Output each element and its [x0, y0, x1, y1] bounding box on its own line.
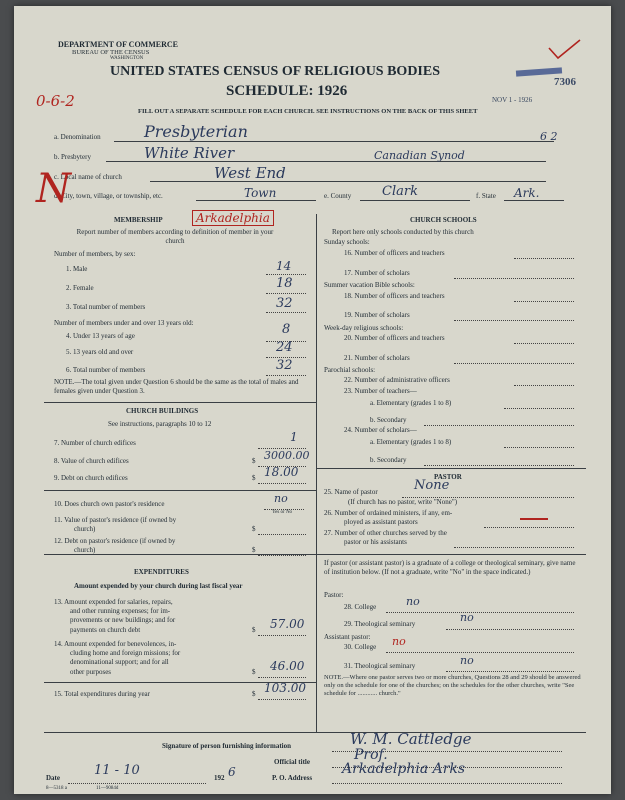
- total-members-age-label: 6. Total number of members: [66, 366, 146, 374]
- under-13-label: 4. Under 13 years of age: [66, 332, 135, 340]
- benevolences-value: 46.00: [270, 659, 305, 673]
- total-members-label: 3. Total number of members: [66, 303, 146, 311]
- q26-label-1: 26. Number of ordained ministers, if any, em-: [324, 509, 453, 517]
- edifice-value-label: 8. Value of church edifices: [54, 457, 129, 465]
- residence-value-label-2: church): [74, 525, 96, 533]
- schools-title: CHURCH SCHOOLS: [410, 216, 477, 224]
- city-label: d. City, town, village, or township, etc.: [54, 192, 163, 200]
- pastor-note: NOTE.—Where one pastor serves two or more churches, Questions 28 and 29 should be answered only on the schedule for one of the churches; on the schedules for the other churches, write "See schedule for ............ church.": [324, 674, 581, 697]
- edifice-debt-value: 18.00: [264, 465, 299, 479]
- signature-label: Signature of person furnishing information: [162, 742, 291, 750]
- q16-line: [514, 249, 574, 259]
- over-13-value: 24: [276, 340, 293, 355]
- q21-label: 21. Number of scholars: [344, 354, 410, 362]
- residence-value-dollar: $: [252, 525, 256, 533]
- summer-schools-label: Summer vacation Bible schools:: [324, 281, 415, 289]
- benevolences-label-4: other purposes: [70, 668, 112, 676]
- q16-label: 16. Number of officers and teachers: [344, 249, 445, 257]
- expenditures-title: EXPENDITURES: [134, 568, 189, 576]
- expenditures-sub: Amount expended by your church during last fiscal year: [74, 582, 243, 590]
- print-number: 11—9084d: [96, 786, 119, 791]
- stamp-number: 7306: [554, 76, 576, 88]
- residence-debt-line: [258, 546, 306, 556]
- benevolences-dollar: $: [252, 668, 256, 676]
- total-expenditures-dollar: $: [252, 690, 256, 698]
- benevolences-label-3: denominational support; and for all: [70, 658, 169, 666]
- members-by-age-label: Number of members under and over 13 years old:: [54, 319, 194, 327]
- total-expenditures-value: 103.00: [264, 681, 306, 695]
- denomination-value: Presbyterian: [144, 122, 248, 141]
- q17-label: 17. Number of scholars: [344, 269, 410, 277]
- residence-value-label-1: 11. Value of pastor's residence (if owned by: [54, 516, 177, 524]
- red-strike-mark: [520, 518, 548, 520]
- seminary-value: no: [460, 611, 474, 624]
- county-value: Clark: [382, 184, 418, 199]
- red-check-mark: [544, 36, 584, 66]
- column-divider: [316, 214, 317, 554]
- year-value: 6: [228, 765, 236, 779]
- edifices-value: 1: [290, 430, 298, 444]
- q23b-label: b. Secondary: [370, 416, 407, 424]
- schools-intro: Report here only schools conducted by this church: [332, 228, 474, 236]
- q23a-line: [504, 399, 574, 409]
- edifices-label: 7. Number of church edifices: [54, 439, 136, 447]
- under-13-value: 8: [282, 322, 291, 337]
- membership-title: MEMBERSHIP: [114, 216, 163, 224]
- q23b-line: [424, 416, 574, 426]
- q24b-label: b. Secondary: [370, 456, 407, 464]
- pastor-name-label: 25. Name of pastor: [324, 488, 378, 496]
- asst-college-value: no: [392, 635, 406, 648]
- presbytery-value: White River: [144, 144, 235, 162]
- q20-label: 20. Number of officers and teachers: [344, 334, 445, 342]
- edifice-debt-label: 9. Debt on church edifices: [54, 474, 128, 482]
- college-label: 28. College: [344, 603, 377, 611]
- pastor-name-value: None: [414, 478, 450, 493]
- schedule-title: SCHEDULE: 1926: [226, 83, 348, 99]
- red-letter-mark: N: [36, 166, 71, 212]
- handwritten-code: 0-6-2: [36, 92, 75, 110]
- sunday-schools-label: Sunday schools:: [324, 238, 370, 246]
- running-expenses-value: 57.00: [270, 617, 305, 631]
- q27-line: [454, 538, 574, 548]
- female-value: 18: [276, 276, 293, 291]
- female-label: 2. Female: [66, 284, 94, 292]
- county-line: [360, 200, 470, 201]
- state-value: Ark.: [514, 186, 540, 200]
- red-city-note: Arkadelphia: [192, 210, 274, 226]
- male-label: 1. Male: [66, 265, 88, 273]
- edifices-line: [258, 439, 306, 449]
- q22-label: 22. Number of administrative officers: [344, 376, 450, 384]
- membership-note: NOTE.—The total given under Question 6 should be the same as the total of males and females given under Question 3.: [54, 378, 299, 395]
- over-13-label: 5. 13 years old and over: [66, 348, 134, 356]
- running-expenses-label-4: payments on church debt: [70, 626, 141, 634]
- residence-debt-dollar: $: [252, 546, 256, 554]
- q18-label: 18. Number of officers and teachers: [344, 292, 445, 300]
- date-value: 11 - 10: [94, 763, 140, 778]
- q20-line: [514, 334, 574, 344]
- edifice-debt-dollar: $: [252, 474, 256, 482]
- buildings-inner-divider: [44, 490, 316, 491]
- year-prefix: 192: [214, 774, 225, 782]
- weekday-schools-label: Week-day religious schools:: [324, 324, 404, 332]
- parochial-schools-label: Parochial schools:: [324, 366, 376, 374]
- q21-line: [454, 354, 574, 364]
- official-title-value: Prof.: [354, 747, 388, 763]
- buildings-divider: [44, 402, 316, 403]
- q19-label: 19. Number of scholars: [344, 311, 410, 319]
- buildings-sub: See instructions, paragraphs 10 to 12: [108, 420, 212, 428]
- q19-line: [454, 311, 574, 321]
- church-name-label: c. Local name of church: [54, 173, 122, 181]
- asst-college-line: [386, 643, 574, 653]
- census-schedule-sheet: [14, 6, 611, 794]
- total-members-value: 32: [276, 296, 293, 311]
- asst-college-label: 30. College: [344, 643, 377, 651]
- instruction-line: FILL OUT A SEPARATE SCHEDULE FOR EACH CHURCH. SEE INSTRUCTIONS ON THE BACK OF THIS SHEET: [138, 108, 478, 115]
- q23a-label: a. Elementary (grades 1 to 8): [370, 399, 452, 407]
- asst-seminary-label: 31. Theological seminary: [344, 662, 416, 670]
- city-name: WASHINGTON: [110, 56, 144, 61]
- running-expenses-label-2: and other running expenses; for im-: [70, 607, 171, 615]
- seminary-label: 29. Theological seminary: [344, 620, 416, 628]
- church-name-line: [150, 181, 546, 182]
- assistant-pastor-label: Assistant pastor:: [324, 633, 371, 641]
- q26-label-2: ployed as assistant pastors: [344, 518, 418, 526]
- edifice-value-dollar: $: [252, 457, 256, 465]
- column-divider-lower: [316, 554, 317, 732]
- edifice-value-value: 3000.00: [264, 449, 310, 462]
- residence-own-value: no: [274, 492, 288, 505]
- benevolences-label-2: cluding home and foreign missions; for: [70, 649, 181, 657]
- department-name: DEPARTMENT OF COMMERCE: [58, 40, 179, 49]
- received-stamp: NOV 1 - 1926: [492, 96, 533, 104]
- q24-label: 24. Number of scholars—: [344, 426, 417, 434]
- synod-value: Canadian Synod: [374, 149, 465, 162]
- q17-line: [454, 269, 574, 279]
- city-line: [196, 200, 316, 201]
- state-line: [504, 200, 564, 201]
- signature-value: W. M. Cattledge: [350, 730, 472, 748]
- official-title-label: Official title: [274, 758, 310, 766]
- footer-divider: [44, 732, 586, 733]
- state-label: f. State: [476, 192, 496, 200]
- pastor-name-hint: (If church has no pastor, write "None"): [348, 498, 458, 506]
- form-title: UNITED STATES CENSUS OF RELIGIOUS BODIES: [110, 64, 441, 79]
- residence-value-line: [258, 525, 306, 535]
- members-by-sex-label: Number of members, by sex:: [54, 250, 136, 258]
- college-value: no: [406, 595, 420, 608]
- running-expenses-label-1: 13. Amount expended for salaries, repairs,: [54, 598, 173, 606]
- pastor-divider: [316, 468, 586, 469]
- church-name-value: West End: [214, 164, 286, 182]
- residence-own-label: 10. Does church own pastor's residence: [54, 500, 165, 508]
- residence-debt-label-1: 12. Debt on pastor's residence (if owned by: [54, 537, 176, 545]
- form-number: 8—5318 a: [46, 786, 67, 791]
- handwritten-code-right: 6 2: [540, 130, 558, 143]
- city-value: Town: [244, 186, 277, 200]
- pastor-title: PASTOR: [434, 473, 462, 481]
- section-divider: [44, 554, 586, 555]
- q23-label: 23. Number of teachers—: [344, 387, 417, 395]
- q27-label-2: pastor or his assistants: [344, 538, 407, 546]
- q24a-label: a. Elementary (grades 1 to 8): [370, 438, 452, 446]
- bureau-name: BUREAU OF THE CENSUS: [72, 49, 150, 56]
- benevolences-label-1: 14. Amount expended for benevolences, in-: [54, 640, 177, 648]
- po-address-label: P. O. Address: [272, 774, 313, 782]
- county-label: e. County: [324, 192, 352, 200]
- presbytery-label: b. Presbytery: [54, 153, 91, 161]
- graduate-instructions: If pastor (or assistant pastor) is a graduate of a college or theological seminary, give name of institution below. (If not a graduate, write "No" in the space indicated.): [324, 559, 576, 576]
- pastor-sub-label: Pastor:: [324, 591, 344, 599]
- buildings-title: CHURCH BUILDINGS: [126, 407, 199, 415]
- running-expenses-dollar: $: [252, 626, 256, 634]
- total-expenditures-label: 15. Total expenditures during year: [54, 690, 150, 698]
- residence-debt-label-2: church): [74, 546, 96, 554]
- date-label: Date: [46, 774, 60, 782]
- total-members-age-value: 32: [276, 358, 293, 373]
- po-address-value: Arkadelphia Arks: [342, 761, 466, 777]
- q18-line: [514, 292, 574, 302]
- q24b-line: [424, 456, 574, 466]
- denomination-line: [114, 141, 554, 142]
- asst-seminary-value: no: [460, 654, 474, 667]
- membership-intro: Report number of members according to definition of member in your church: [76, 228, 274, 245]
- running-expenses-label-3: provements or new buildings; and for: [70, 616, 176, 624]
- q22-line: [514, 376, 574, 386]
- yes-no-hint: Yes or No: [272, 510, 293, 515]
- denomination-label: a. Denomination: [54, 133, 101, 141]
- q27-label-1: 27. Number of other churches served by the: [324, 529, 447, 537]
- q24a-line: [504, 438, 574, 448]
- male-value: 14: [276, 259, 292, 273]
